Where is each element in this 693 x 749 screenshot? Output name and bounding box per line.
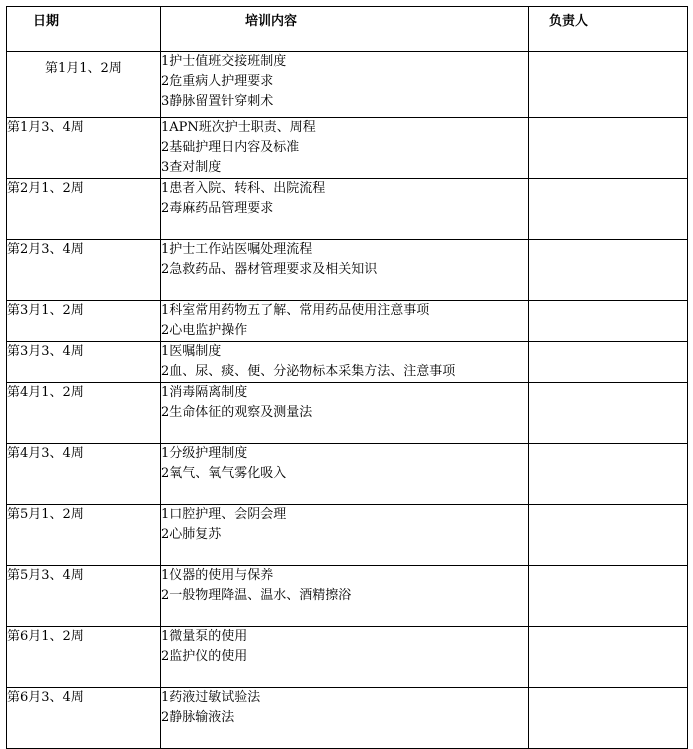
- table-row: [7, 179, 688, 240]
- row-owner: [529, 505, 688, 566]
- row-owner: [529, 179, 688, 240]
- content-item: 1微量泵的使用: [161, 629, 248, 644]
- content-item: 1消毒隔离制度: [161, 385, 248, 400]
- header-date: 日期: [7, 7, 161, 52]
- content-item: 2氧气、氧气雾化吸入: [161, 466, 287, 481]
- content-item: 2危重病人护理要求: [161, 74, 274, 89]
- content-item: 1患者入院、转科、出院流程: [161, 181, 326, 196]
- table-row: [7, 383, 688, 444]
- row-content: [161, 627, 529, 688]
- table-row: [7, 505, 688, 566]
- row-owner: [529, 240, 688, 301]
- row-content: [161, 301, 529, 342]
- row-date: 第1月3、4周: [7, 118, 161, 179]
- row-content: [161, 444, 529, 505]
- row-date: 第3月1、2周: [7, 301, 161, 342]
- table-row: [7, 342, 688, 383]
- content-item: 2静脉输液法: [161, 710, 235, 725]
- row-content: [161, 505, 529, 566]
- row-date: 第2月3、4周: [7, 240, 161, 301]
- header-row: [7, 7, 688, 52]
- table-row: [7, 627, 688, 688]
- row-date: 第2月1、2周: [7, 179, 161, 240]
- table-row: [7, 240, 688, 301]
- header-content: 培训内容: [161, 7, 529, 52]
- content-item: 1APN班次护士职责、周程: [161, 120, 316, 135]
- row-date: 第3月3、4周: [7, 342, 161, 383]
- content-item: 2生命体征的观察及测量法: [161, 405, 313, 420]
- table-row: [7, 118, 688, 179]
- content-item: 1护士工作站医嘱处理流程: [161, 242, 313, 257]
- row-content: [161, 52, 529, 118]
- table-row: [7, 566, 688, 627]
- content-item: 2心肺复苏: [161, 527, 222, 542]
- row-date: 第1月1、2周: [7, 52, 161, 118]
- content-item: 1分级护理制度: [161, 446, 248, 461]
- row-date: 第6月1、2周: [7, 627, 161, 688]
- content-item: 2一般物理降温、温水、酒精擦浴: [161, 588, 352, 603]
- row-owner: [529, 383, 688, 444]
- table-row: [7, 688, 688, 749]
- content-item: 2基础护理日内容及标准: [161, 140, 300, 155]
- content-item: 2心电监护操作: [161, 323, 248, 338]
- row-date: 第4月3、4周: [7, 444, 161, 505]
- table-row: [7, 301, 688, 342]
- content-item: 2急救药品、器材管理要求及相关知识: [161, 262, 378, 277]
- row-content: [161, 118, 529, 179]
- row-content: [161, 566, 529, 627]
- row-content: [161, 179, 529, 240]
- row-owner: [529, 688, 688, 749]
- row-owner: [529, 301, 688, 342]
- content-item: 1药液过敏试验法: [161, 690, 261, 705]
- row-owner: [529, 566, 688, 627]
- row-content: [161, 240, 529, 301]
- table-row: [7, 444, 688, 505]
- table-row: [7, 52, 688, 118]
- content-item: 3静脉留置针穿刺术: [161, 94, 274, 109]
- row-owner: [529, 444, 688, 505]
- content-item: 2毒麻药品管理要求: [161, 201, 274, 216]
- row-content: [161, 383, 529, 444]
- row-owner: [529, 342, 688, 383]
- row-content: [161, 342, 529, 383]
- content-item: 1科室常用药物五了解、常用药品使用注意事项: [161, 303, 430, 318]
- row-content: [161, 688, 529, 749]
- content-item: 2监护仪的使用: [161, 649, 248, 664]
- content-item: 3查对制度: [161, 160, 222, 175]
- content-item: 2血、尿、痰、便、分泌物标本采集方法、注意事项: [161, 364, 456, 379]
- header-owner: 负责人: [529, 7, 688, 52]
- content-item: 1仪器的使用与保养: [161, 568, 274, 583]
- content-item: 1口腔护理、会阴会理: [161, 507, 287, 522]
- row-date: 第6月3、4周: [7, 688, 161, 749]
- row-owner: [529, 627, 688, 688]
- row-owner: [529, 118, 688, 179]
- row-date: 第5月1、2周: [7, 505, 161, 566]
- row-date: 第4月1、2周: [7, 383, 161, 444]
- training-schedule-table: [6, 6, 688, 749]
- content-item: 1医嘱制度: [161, 344, 222, 359]
- row-date: 第5月3、4周: [7, 566, 161, 627]
- content-item: 1护士值班交接班制度: [161, 54, 287, 69]
- row-owner: [529, 52, 688, 118]
